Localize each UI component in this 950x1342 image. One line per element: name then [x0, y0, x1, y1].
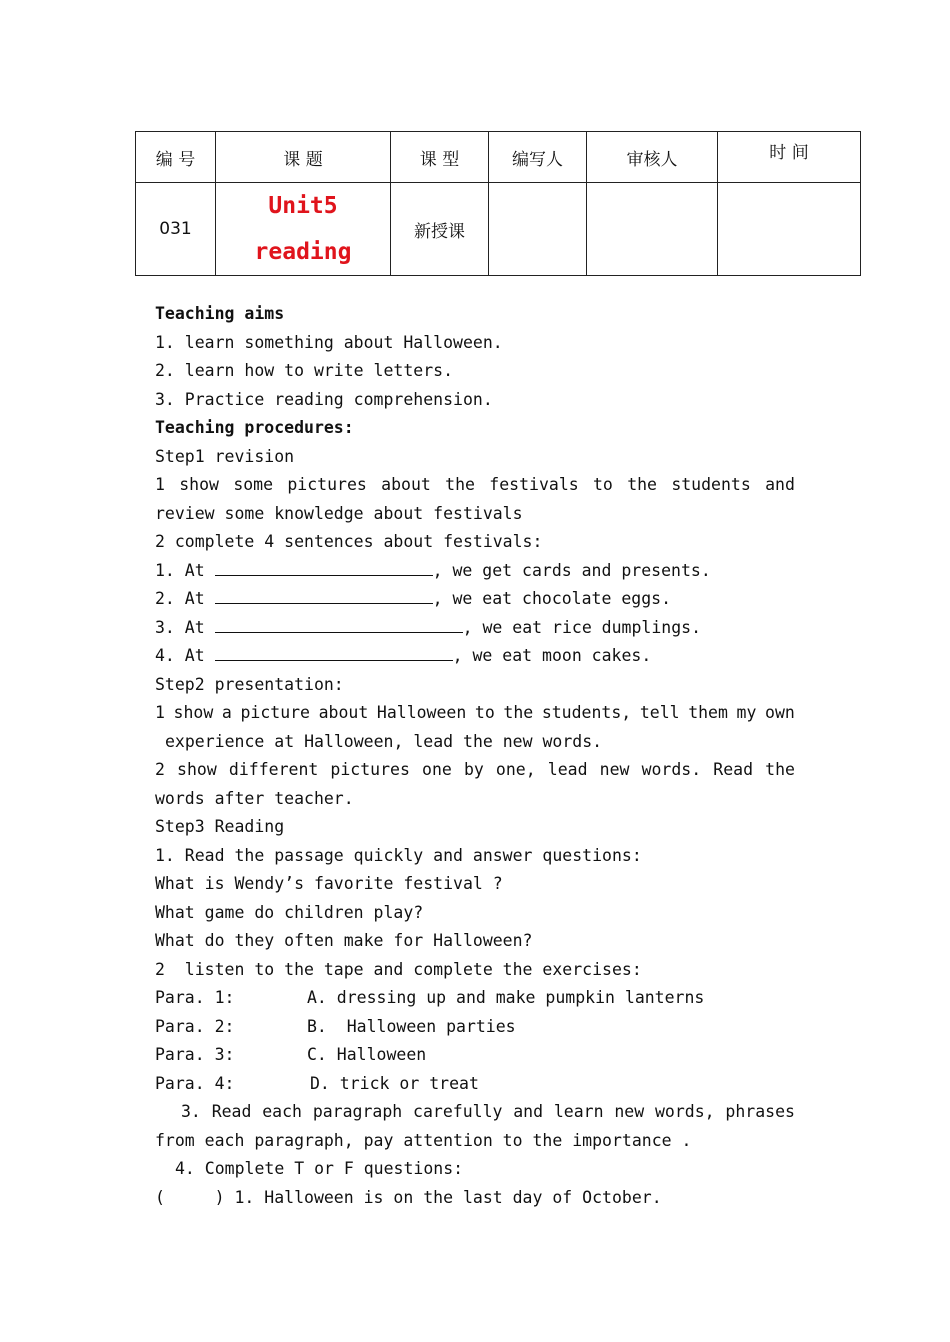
sentence-number: 1. At: [155, 560, 205, 580]
lesson-title-line2: reading: [254, 239, 352, 265]
word: own: [765, 703, 795, 722]
match-option: D. trick or treat: [310, 1073, 479, 1093]
sentence-number: 4. At: [155, 646, 205, 665]
matching-row: [155, 984, 805, 1013]
step2-item2-line2: words after teacher.: [155, 788, 354, 808]
step3-item3-line2: from each paragraph, pay attention to the importance .: [155, 1130, 692, 1150]
para-label: Para. 2:: [155, 1016, 235, 1036]
word: tell: [639, 703, 680, 722]
word: show: [179, 475, 219, 494]
word: pictures: [287, 475, 367, 494]
word: to: [474, 703, 495, 722]
word: students,: [541, 703, 632, 722]
cell-number: 031: [136, 183, 216, 276]
sentence-row: [155, 614, 805, 643]
word: festivals: [489, 475, 579, 494]
word: Read: [211, 1102, 252, 1121]
word: new: [599, 760, 630, 779]
word: a: [221, 703, 232, 722]
answer-blank: [215, 558, 433, 576]
para-label: Para. 3:: [155, 1045, 235, 1064]
cell-reviewer: [587, 183, 718, 276]
sentence-row: [155, 557, 805, 586]
word: phrases: [725, 1102, 795, 1121]
header-cell-reviewer: 审核人: [587, 132, 718, 183]
answer-blank: [215, 643, 453, 661]
word: learn: [553, 1102, 604, 1121]
sentence-rest: , we eat chocolate eggs.: [432, 589, 672, 608]
word: each: [262, 1102, 302, 1121]
step1-item1-line2: review some knowledge about festivals: [155, 503, 523, 523]
step3-item2: 2 listen to the tape and complete the exercises:: [155, 959, 642, 979]
header-cell-topic: 课 题: [216, 132, 391, 183]
table-header-row: [136, 132, 861, 183]
sentence-row: [155, 585, 805, 614]
word: my: [736, 703, 757, 722]
header-cell-time: 时 间: [718, 132, 861, 183]
sentence-rest: , we eat moon cakes.: [452, 646, 652, 665]
step3-item1: 1. Read the passage quickly and answer questions:: [155, 845, 642, 865]
word: 1: [155, 475, 165, 494]
word: the: [445, 475, 475, 494]
step3-item4: 4. Complete T or F questions:: [175, 1159, 464, 1178]
word: 3.: [181, 1102, 201, 1121]
sentence-rest: , we get cards and presents.: [432, 560, 711, 580]
word: Read: [713, 760, 754, 779]
word: and: [765, 475, 795, 494]
answer-blank: [215, 615, 463, 633]
procedures-heading: Teaching procedures:: [155, 418, 354, 437]
word: picture: [240, 703, 310, 722]
question: What do they often make for Halloween?: [155, 931, 533, 950]
sentence-number: 3. At: [155, 617, 205, 637]
cell-topic: [216, 183, 391, 276]
para-label: Para. 1:: [155, 988, 235, 1007]
question: What is Wendy’s favorite festival ?: [155, 874, 503, 893]
table-data-row: [136, 183, 861, 276]
word: show: [177, 760, 217, 779]
word: students: [671, 475, 751, 494]
word: pictures: [330, 760, 410, 779]
word: one: [422, 760, 452, 779]
aim-item: 1. learn something about Halloween.: [155, 332, 503, 352]
matching-row: [155, 1013, 805, 1042]
step1-item2: 2 complete 4 sentences about festivals:: [155, 532, 543, 551]
word: them: [688, 703, 728, 722]
step3-item3-line1: [155, 1098, 795, 1127]
word: 2: [155, 760, 165, 779]
question: What game do children play?: [155, 902, 424, 922]
word: the: [503, 703, 534, 722]
word: lead: [547, 760, 588, 779]
word: words,: [654, 1102, 715, 1121]
word: paragraph: [312, 1102, 403, 1121]
word: carefully: [413, 1102, 503, 1121]
step3-title: Step3 Reading: [155, 817, 285, 836]
lesson-plan-body: [155, 300, 805, 1212]
match-option: A. dressing up and make pumpkin lanterns: [307, 988, 705, 1007]
sentence-row: [155, 642, 805, 671]
tf-question: ( ) 1. Halloween is on the last day of October.: [155, 1187, 662, 1207]
match-option: C. Halloween: [307, 1045, 427, 1064]
cell-author: [489, 183, 587, 276]
header-cell-type: 课 型: [391, 132, 489, 183]
word: by: [463, 760, 484, 779]
header-cell-author: 编写人: [489, 132, 587, 183]
lesson-info-table: [135, 131, 861, 276]
header-cell-number: 编 号: [136, 132, 216, 183]
word: the: [627, 475, 657, 494]
step2-title: Step2 presentation:: [155, 674, 344, 694]
word: one,: [495, 760, 536, 779]
lesson-title-line1: Unit5: [268, 193, 338, 219]
step2-item2-line1: [155, 756, 795, 785]
sentence-number: 2. At: [155, 589, 205, 608]
word: words.: [641, 760, 702, 779]
matching-row: [155, 1041, 805, 1070]
word: some: [233, 475, 274, 494]
aim-item: 2. learn how to write letters.: [155, 361, 454, 380]
step2-item1-line2: experience at Halloween, lead the new words.: [165, 731, 603, 751]
step2-item1-line1: [155, 699, 795, 728]
word: and: [513, 1102, 544, 1121]
word: Halloween: [376, 703, 467, 722]
step1-title: Step1 revision: [155, 446, 295, 466]
cell-time: [718, 183, 861, 276]
cell-type: 新授课: [391, 183, 489, 276]
word: about: [381, 475, 431, 494]
word: different: [228, 760, 319, 779]
word: show: [173, 703, 214, 722]
answer-blank: [215, 586, 433, 604]
word: the: [765, 760, 795, 779]
word: about: [318, 703, 369, 722]
word: to: [593, 475, 613, 494]
aim-item: 3. Practice reading comprehension.: [155, 389, 493, 409]
aims-heading: Teaching aims: [155, 304, 285, 323]
para-label: Para. 4:: [155, 1073, 235, 1093]
matching-row: [155, 1070, 805, 1099]
word: new: [614, 1102, 645, 1121]
word: 1: [155, 703, 165, 722]
sentence-rest: , we eat rice dumplings.: [462, 617, 702, 637]
match-option: B. Halloween parties: [307, 1016, 516, 1036]
step1-item1-line1: [155, 471, 795, 500]
